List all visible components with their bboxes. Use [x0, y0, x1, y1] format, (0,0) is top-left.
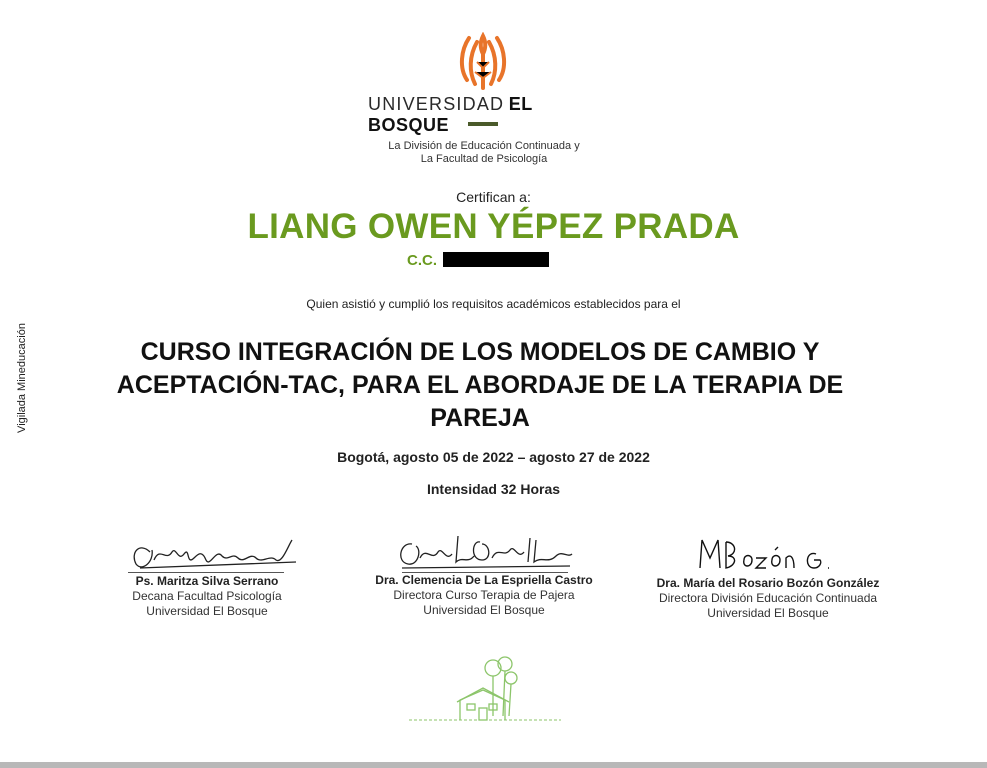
vigilada-side-text: Vigilada Mineducación [16, 323, 28, 433]
signature-3-scribble [696, 534, 846, 576]
bottom-border-bar [0, 762, 987, 768]
logo-divider [468, 122, 498, 126]
course-dates: Bogotá, agosto 05 de 2022 – agosto 27 de 2022 [337, 449, 650, 465]
signature-3 [638, 576, 898, 621]
signer-3-role: Directora División Educación Continuada [658, 591, 878, 605]
redacted-id-block [443, 252, 549, 267]
signer-1-name: Ps. Maritza Silva Serrano [135, 574, 279, 588]
signature-1-line [128, 572, 284, 573]
signer-2-role: Directora Curso Terapia de Pajera [393, 588, 575, 602]
id-row [407, 252, 549, 269]
signer-1-role: Decana Facultad Psicología [132, 589, 282, 603]
wordmark-light: UNIVERSIDAD [368, 94, 505, 114]
division-line-1: La División de Educación Continuada y [388, 140, 580, 152]
university-wordmark [368, 94, 600, 135]
division-line-2: La Facultad de Psicología [420, 153, 548, 165]
signer-2-org: Universidad El Bosque [423, 603, 545, 617]
certify-label: Certifican a: [456, 189, 531, 205]
signature-2 [356, 573, 612, 618]
course-hours: Intensidad 32 Horas [426, 481, 561, 497]
university-logo-icon [455, 32, 511, 90]
issuing-division [300, 140, 668, 166]
course-title: CURSO INTEGRACIÓN DE LOS MODELOS DE CAMBIO Y ACEPTACIÓN-TAC, PARA EL ABORDAJE DE LA TERAPIA DE PAREJA [116, 338, 844, 432]
attendance-text: Quien asistió y cumplió los requisitos académicos establecidos para el [306, 297, 681, 311]
signer-2-name: Dra. Clemencia De La Espriella Castro [375, 573, 593, 587]
signature-1-scribble [120, 532, 300, 576]
signer-1-org: Universidad El Bosque [146, 604, 268, 618]
signer-3-org: Universidad El Bosque [707, 606, 829, 620]
signature-1 [112, 574, 302, 619]
wordmark-bold: EL BOSQUE [368, 94, 533, 135]
id-label: C.C. [407, 252, 437, 269]
signature-2-scribble [392, 528, 578, 574]
signer-3-name: Dra. María del Rosario Bozón González [656, 576, 880, 590]
house-tree-logo-icon [405, 656, 565, 726]
recipient-name: LIANG OWEN YÉPEZ PRADA [247, 207, 740, 246]
